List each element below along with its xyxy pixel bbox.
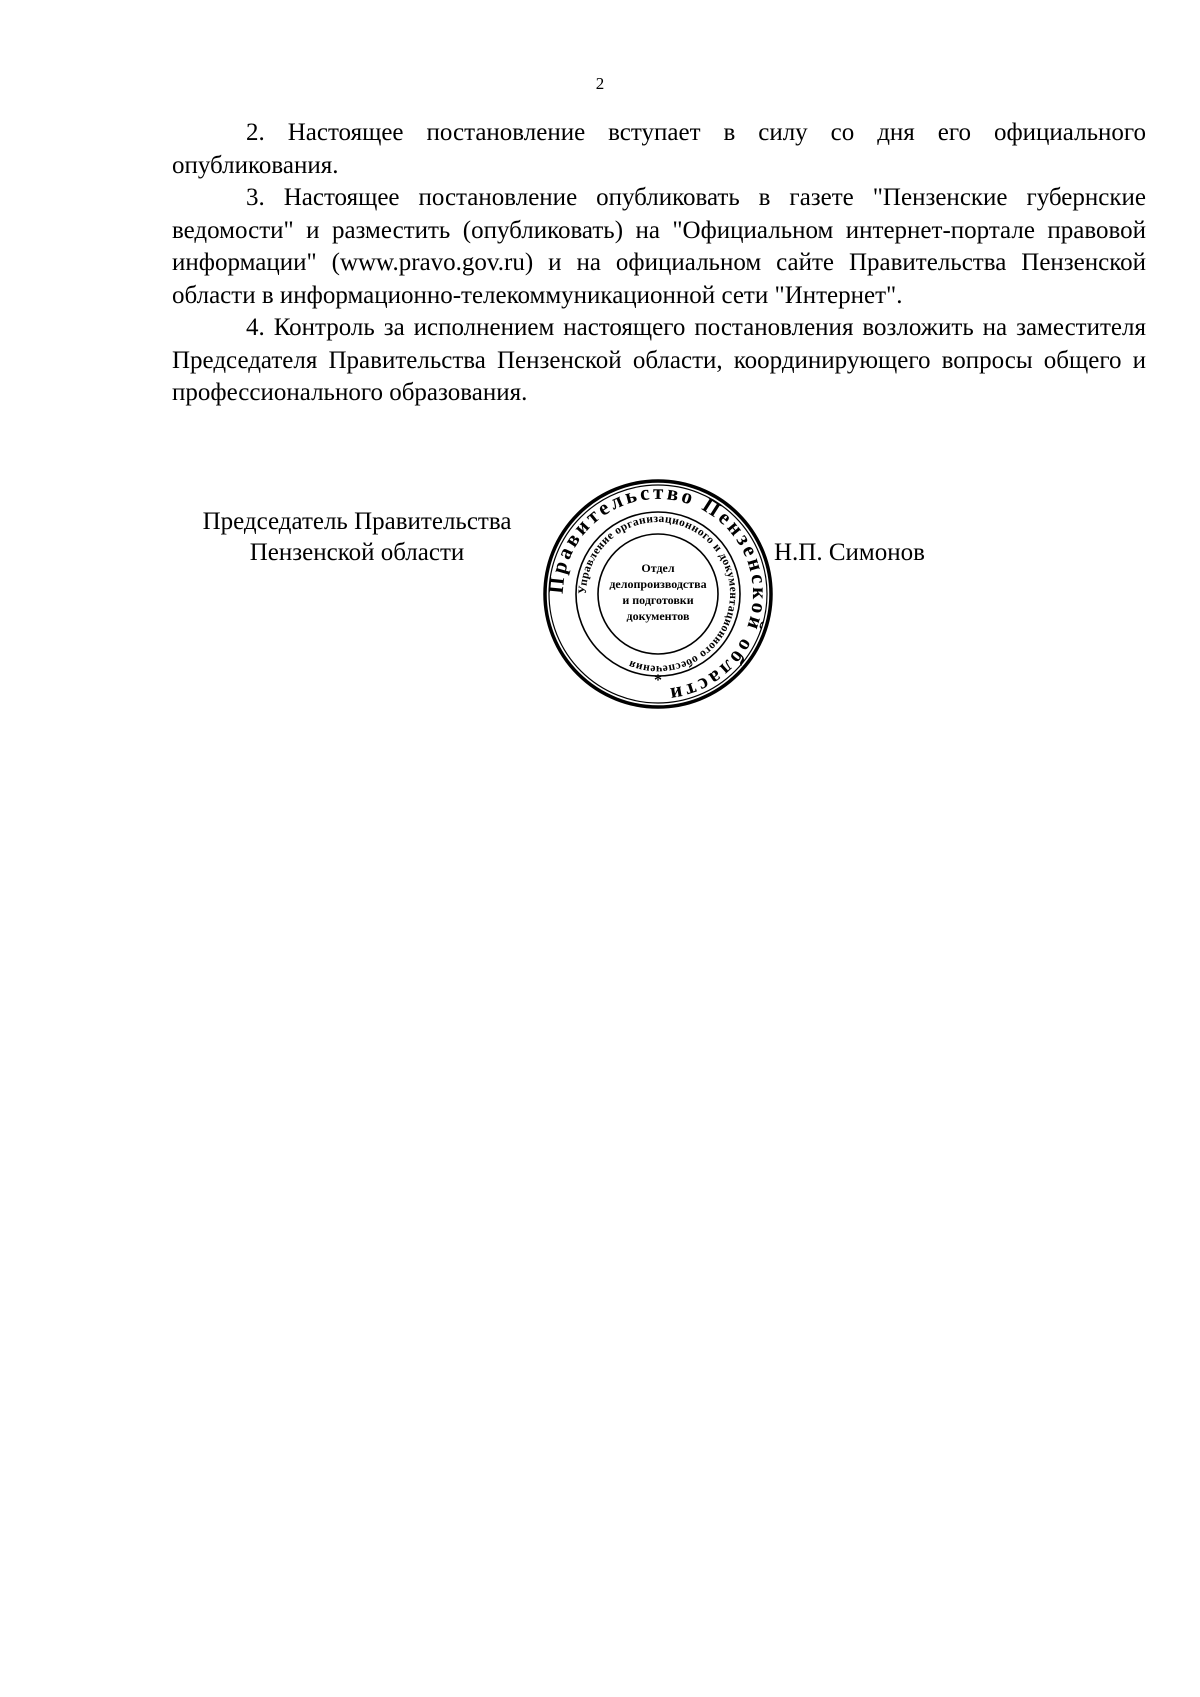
page-number: 2	[595, 74, 605, 93]
seal-center-line1: Отдел	[641, 561, 675, 575]
signatory-title	[172, 506, 542, 568]
seal-outer-text: Правительство Пензенской области	[543, 479, 773, 708]
seal-star-icon: *	[654, 672, 662, 689]
seal-center-line3: и подготовки	[622, 593, 694, 607]
paragraph-2: 2. Настоящее постановление вступает в силу со дня его официального опубликования.	[172, 119, 1146, 179]
official-seal-stamp	[542, 478, 774, 710]
paragraph-4: 4. Контроль за исполнением настоящего постановления возложить на заместителя Председателя Правительства Пензенской области, координирующего вопросы общего и профессионального образования.	[172, 314, 1146, 406]
seal-middle-text: Управление организационного и документационного обеспечения	[576, 512, 740, 676]
signatory-title-line2: Пензенской области	[249, 539, 465, 566]
signatory-name: Н.П. Симонов	[774, 539, 925, 566]
seal-center-line4: документов	[626, 609, 690, 623]
document-body	[172, 117, 1146, 410]
paragraph-3: 3. Настоящее постановление опубликовать в газете "Пензенские губернские ведомости" и разместить (опубликовать) на "Официальном интернет-портале правовой информации" (www.pravo.gov.ru) и на официальном сайте Правительства Пензенской области в информационно-телекоммуникационной сети "Интернет".	[172, 184, 1146, 309]
signatory-title-line1: Председатель Правительства	[202, 508, 512, 535]
seal-center-line2: делопроизводства	[609, 577, 707, 591]
